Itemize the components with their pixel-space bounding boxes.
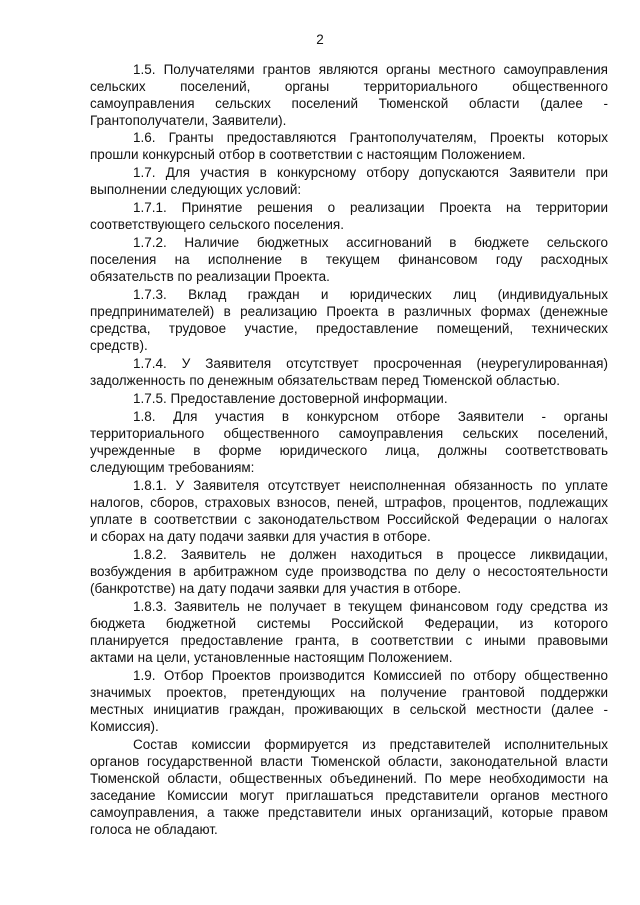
text-line: значимых проектов, претендующих на получение грантовой поддержки [90,685,608,700]
text-line: 1.7.3. Вклад граждан и юридических лиц (индивидуальных [133,287,608,302]
text-line: 1.7.1. Принятие решения о реализации Проекта на территории [133,200,608,215]
text-line: Грантополучатели, Заявители). [90,113,287,128]
text-line: Тюменской области, общественных объединений. По мере необходимости на [90,771,608,786]
text-line: Комиссия). [90,719,159,734]
text-line: предпринимателей) в реализацию Проекта в различных формах (денежные [90,304,608,319]
text-line: следующим требованиям: [90,460,255,475]
text-line: уплате в соответствии с законодательством Российской Федерации о налогах [90,512,608,527]
text-line: самоуправления сельских поселений Тюменской области (далее - [90,96,608,111]
text-line: 1.8.3. Заявитель не получает в текущем финансовом году средства из [133,599,608,614]
text-line: и сборах на дату подачи заявки для участия в отборе. [90,529,431,544]
text-line: сельских поселений, органы территориального общественного [90,79,608,94]
text-line: 1.7.5. Предоставление достоверной информации. [133,391,448,406]
text-line: местных инициатив граждан, проживающих в сельской местности (далее - [90,702,608,717]
text-line: соответствующего сельского поселения. [90,217,344,232]
text-line: территориального общественного самоуправления сельских поселений, [90,426,608,441]
text-line: 1.5. Получателями грантов являются органы местного самоуправления [133,62,608,77]
text-line: 1.7.2. Наличие бюджетных ассигнований в бюджете сельского [133,235,608,250]
text-line: поселения на исполнение в текущем финансовом году расходных [90,252,608,267]
text-line: средства, трудовое участие, предоставление помещений, технических [90,321,608,336]
text-line: 1.7.4. У Заявителя отсутствует просроченная (неурегулированная) [133,356,608,371]
text-line: налогов, сборов, страховых взносов, пеней, штрафов, процентов, подлежащих [90,495,608,510]
text-line: задолженность по денежным обязательствам перед Тюменской областью. [90,373,560,388]
text-line: заседание Комиссии могут приглашаться представители органов местного [90,788,608,803]
text-line: 1.6. Гранты предоставляются Грантополучателям, Проекты которых [133,130,608,145]
text-line: Состав комиссии формируется из представителей исполнительных [133,737,608,752]
text-line: учрежденные в форме юридического лица, должны соответствовать [90,443,608,458]
text-line: средств). [90,338,148,353]
text-line: выполнении следующих условий: [90,182,302,197]
text-line: самоуправления, а также представители иных организаций, которые правом [90,805,608,820]
text-line: 1.8. Для участия в конкурсном отборе Заявители - органы [133,409,608,424]
text-line: планируется предоставление гранта, в соответствии с иными правовыми [90,633,608,648]
text-line: прошли конкурсный отбор в соответствии с настоящим Положением. [90,147,526,162]
text-line: органов государственной власти Тюменской области, законодательной власти [90,754,608,769]
text-line: актами на цели, установленные настоящим Положением. [90,650,453,665]
text-line: (банкротстве) на дату подачи заявки для участия в отборе. [90,581,462,596]
page-number: 2 [316,32,324,47]
text-line: 1.7. Для участия в конкурсному отбору допускаются Заявители при [133,165,608,180]
text-line: бюджета бюджетной системы Российской Федерации, из которого [90,616,608,631]
text-line: 1.9. Отбор Проектов производится Комиссией по отбору общественно [133,668,608,683]
text-line: голоса не обладают. [90,822,218,837]
text-line: возбуждения в арбитражном суде производства по делу о несостоятельности [90,564,608,579]
text-line: обязательств по реализации Проекта. [90,269,330,284]
text-line: 1.8.2. Заявитель не должен находиться в процессе ликвидации, [133,547,608,562]
text-line: 1.8.1. У Заявителя отсутствует неисполненная обязанность по уплате [133,478,608,493]
